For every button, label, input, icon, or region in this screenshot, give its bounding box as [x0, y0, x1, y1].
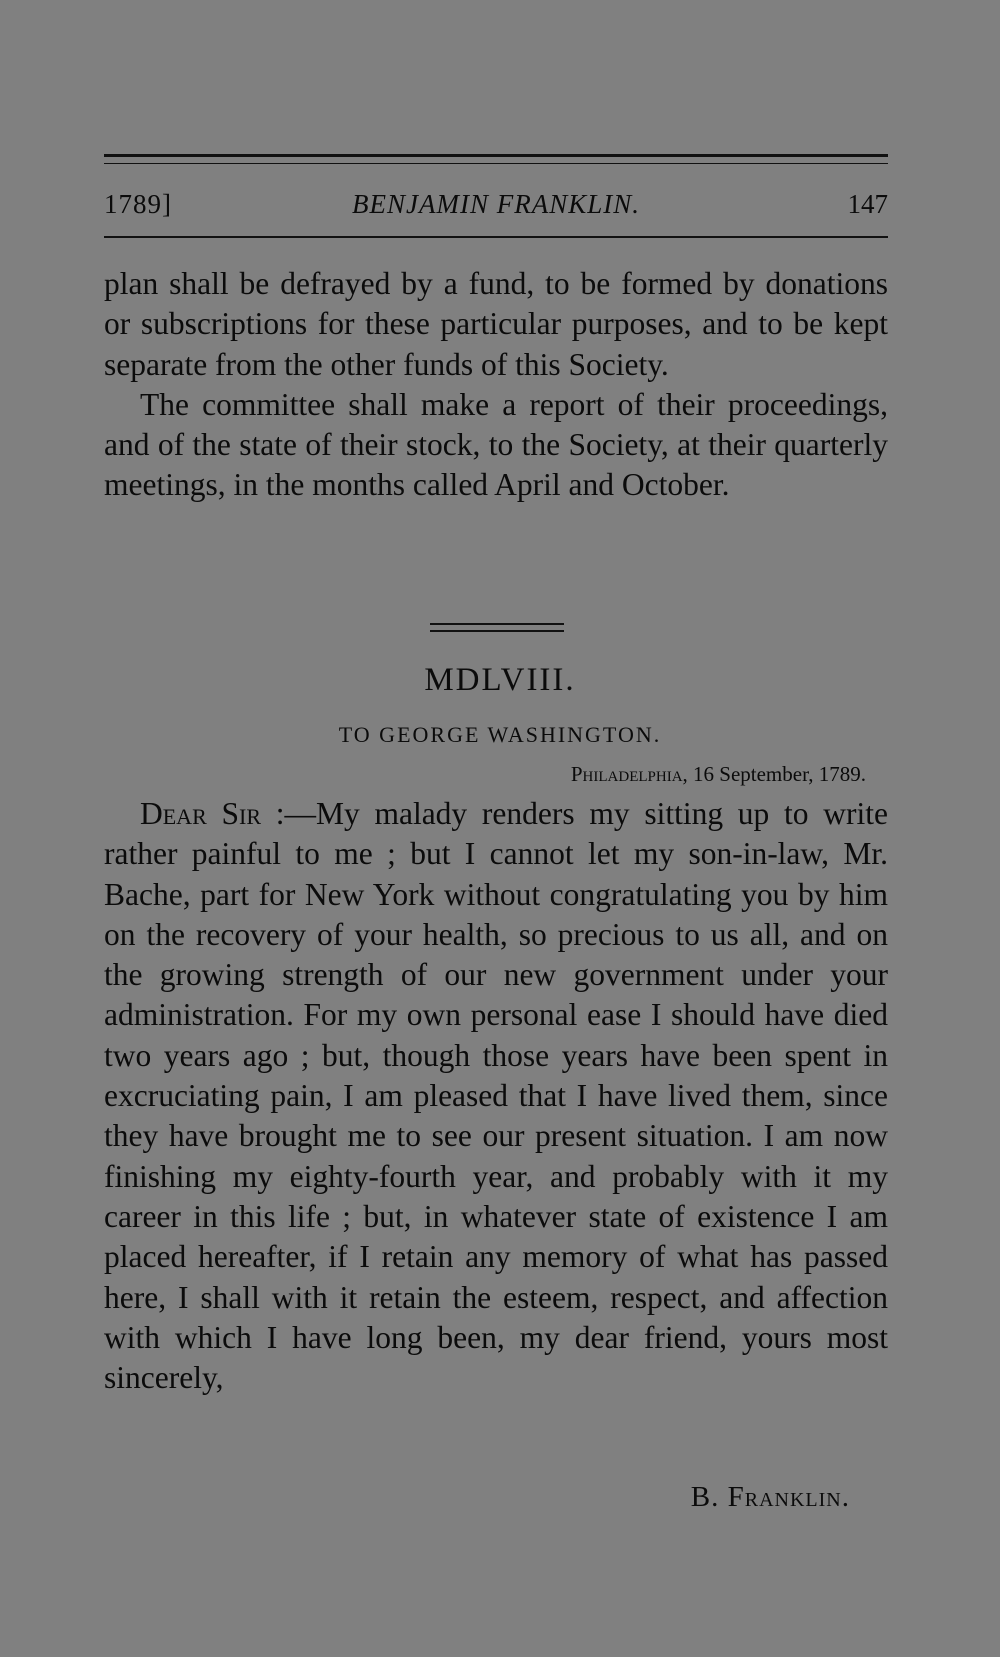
paragraph: The committee shall make a report of their proceedings, and of the state of their stock, to the Society, at their quarterly meetings, in the months called April and October.: [104, 386, 888, 503]
running-head: [104, 184, 888, 224]
header-rule-thick: [104, 154, 888, 157]
letter-paragraph: [104, 794, 888, 1398]
header-rule-thin: [104, 163, 888, 164]
letter-place: Philadelphia: [570, 762, 683, 786]
section-separator-rule: [430, 623, 564, 625]
letter-dateline: [571, 760, 866, 788]
running-head-title: BENJAMIN FRANKLIN.: [352, 189, 640, 219]
letter-body-text: :—My malady renders my sitting up to write rather painful to me ; but I cannot let my son-in-law, Mr. Bache, part for New York without congratulating you by him on the recovery of your health, so precious to us all, and on the growing strength of our new government under your administration. For my own personal ease I should have died two years ago ; but, though those years have been spent in excruciating pain, I am pleased that I have lived them, since they have brought me to see our present situation. I am now finishing my eighty-fourth year, and probably with it my career in this life ; but, in whatever state of existence I am placed hereafter, if I retain any memory of what has passed here, I shall with it retain the esteem, respect, and affection with which I have long been, my dear friend, yours most sincerely,: [104, 796, 888, 1396]
running-head-year: 1789]: [104, 189, 172, 219]
paragraph: plan shall be defrayed by a fund, to be formed by donations or subscriptions for these particular purposes, and to be kept separate from the other funds of this Society.: [104, 266, 888, 382]
letter-addressee: TO GEORGE WASHINGTON.: [338, 722, 662, 747]
section-separator-rule: [430, 630, 564, 632]
running-head-rule: [104, 236, 888, 238]
letter-body: [104, 794, 888, 1398]
page-number: 147: [847, 189, 888, 219]
continuation-text: [104, 264, 888, 506]
letter-number: MDLVIII.: [424, 662, 576, 698]
letter-salutation: Dear Sir: [140, 796, 261, 831]
letter-signature: B. Franklin.: [690, 1481, 850, 1513]
letter-date: , 16 September, 1789.: [682, 762, 866, 786]
